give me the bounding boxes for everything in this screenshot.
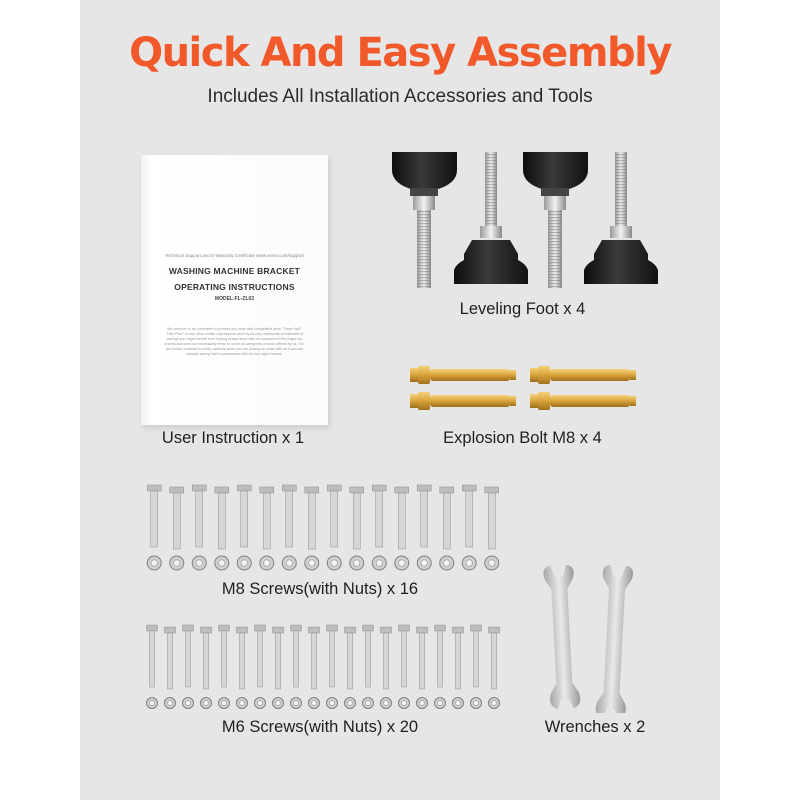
t-screw-icon — [192, 485, 206, 547]
hex-nut-icon — [395, 556, 409, 570]
explosion-bolt-icon — [530, 392, 636, 410]
hex-nut-icon — [147, 698, 158, 709]
hex-nut-icon — [381, 698, 392, 709]
hex-nut-icon — [165, 698, 176, 709]
label-explosion-bolt: Explosion Bolt M8 x 4 — [443, 429, 602, 447]
t-screw-icon — [147, 625, 158, 687]
booklet-heading-line2: OPERATING INSTRUCTIONS — [174, 282, 295, 292]
open-end-wrench-icon — [595, 565, 633, 713]
page-subtitle: Includes All Installation Accessories and Tools — [207, 86, 593, 107]
hex-nut-icon — [147, 556, 161, 570]
booklet-model: MODEL:FL-ZL03 — [214, 296, 255, 302]
hex-nut-icon — [170, 556, 184, 570]
m8-screws-image — [135, 483, 505, 575]
t-screw-icon — [183, 625, 194, 687]
t-screw-icon — [215, 487, 229, 549]
instruction-booklet — [141, 155, 328, 425]
leveling-foot-icon — [584, 152, 658, 284]
t-screw-icon — [417, 627, 428, 689]
t-screw-icon — [327, 485, 341, 547]
explosion-bolt-icon — [530, 366, 636, 384]
hex-nut-icon — [435, 698, 446, 709]
t-screw-icon — [435, 625, 446, 687]
t-screw-icon — [381, 627, 392, 689]
t-screw-icon — [399, 625, 410, 687]
hex-nut-icon — [237, 556, 251, 570]
hex-nut-icon — [219, 698, 230, 709]
hex-nut-icon — [453, 698, 464, 709]
t-screw-icon — [165, 627, 176, 689]
label-m8-screws: M8 Screws(with Nuts) x 16 — [221, 580, 419, 598]
t-screw-icon — [395, 487, 409, 549]
t-screw-icon — [363, 625, 374, 687]
t-screw-icon — [170, 487, 184, 549]
open-end-wrench-icon — [543, 565, 581, 710]
t-screw-icon — [462, 485, 476, 547]
hex-nut-icon — [462, 556, 476, 570]
hex-nut-icon — [471, 698, 482, 709]
hex-nut-icon — [489, 698, 500, 709]
t-screw-icon — [237, 485, 251, 547]
hex-nut-icon — [327, 698, 338, 709]
hex-nut-icon — [485, 556, 499, 570]
leveling-feet-image — [380, 148, 670, 298]
t-screw-icon — [260, 487, 274, 549]
hex-nut-icon — [260, 556, 274, 570]
hex-nut-icon — [345, 698, 356, 709]
hex-nut-icon — [215, 556, 229, 570]
booklet-support-line: Technical Support and E-Warranty Certificate www.vevor.com/support — [165, 253, 304, 258]
booklet-paragraph: We continue to be committed to provide you tools with competitive price. "Save Half", "Half Price" or any other similar expressions used by us only represents an estimate of savings you might benefit from buying certain tools with us compared to the major top brands and does not necessarily mean to cover all categories of tools offered by us. You are kindly reminded to verify carefully when you are placing an order with us if you are actually saving half in comparison with the top major brands. — [164, 327, 305, 356]
m6-screws-image — [135, 623, 505, 715]
hex-nut-icon — [305, 556, 319, 570]
label-wrenches: Wrenches x 2 — [544, 718, 646, 736]
t-screw-icon — [489, 627, 500, 689]
hex-nut-icon — [372, 556, 386, 570]
hex-nut-icon — [273, 698, 284, 709]
t-screw-icon — [147, 485, 161, 547]
hex-nut-icon — [440, 556, 454, 570]
t-screw-icon — [305, 487, 319, 549]
leveling-foot-icon — [392, 152, 457, 288]
t-screw-icon — [345, 627, 356, 689]
t-screw-icon — [237, 627, 248, 689]
hex-nut-icon — [192, 556, 206, 570]
leveling-foot-icon — [523, 152, 588, 288]
hex-nut-icon — [291, 698, 302, 709]
t-screw-icon — [440, 487, 454, 549]
explosion-bolts-image — [408, 358, 640, 420]
label-user-instruction: User Instruction x 1 — [161, 429, 305, 447]
leveling-foot-icon — [454, 152, 528, 284]
hex-nut-icon — [327, 556, 341, 570]
booklet-heading-line1: WASHING MACHINE BRACKET — [168, 266, 301, 276]
t-screw-icon — [255, 625, 266, 687]
hex-nut-icon — [417, 698, 428, 709]
t-screw-icon — [471, 625, 482, 687]
explosion-bolt-icon — [410, 366, 516, 384]
t-screw-icon — [219, 625, 230, 687]
hex-nut-icon — [399, 698, 410, 709]
hex-nut-icon — [282, 556, 296, 570]
t-screw-icon — [350, 487, 364, 549]
hex-nut-icon — [350, 556, 364, 570]
label-m6-screws: M6 Screws(with Nuts) x 20 — [221, 718, 419, 736]
t-screw-icon — [372, 485, 386, 547]
t-screw-icon — [485, 487, 499, 549]
hex-nut-icon — [255, 698, 266, 709]
t-screw-icon — [201, 627, 212, 689]
hex-nut-icon — [309, 698, 320, 709]
hex-nut-icon — [417, 556, 431, 570]
t-screw-icon — [327, 625, 338, 687]
t-screw-icon — [291, 625, 302, 687]
hex-nut-icon — [237, 698, 248, 709]
t-screw-icon — [309, 627, 320, 689]
hex-nut-icon — [201, 698, 212, 709]
wrenches-image — [540, 565, 640, 713]
hex-nut-icon — [183, 698, 194, 709]
t-screw-icon — [273, 627, 284, 689]
label-leveling-foot: Leveling Foot x 4 — [459, 300, 586, 318]
hex-nut-icon — [363, 698, 374, 709]
t-screw-icon — [453, 627, 464, 689]
explosion-bolt-icon — [410, 392, 516, 410]
t-screw-icon — [417, 485, 431, 547]
page-title: Quick And Easy Assembly — [129, 30, 671, 76]
t-screw-icon — [282, 485, 296, 547]
